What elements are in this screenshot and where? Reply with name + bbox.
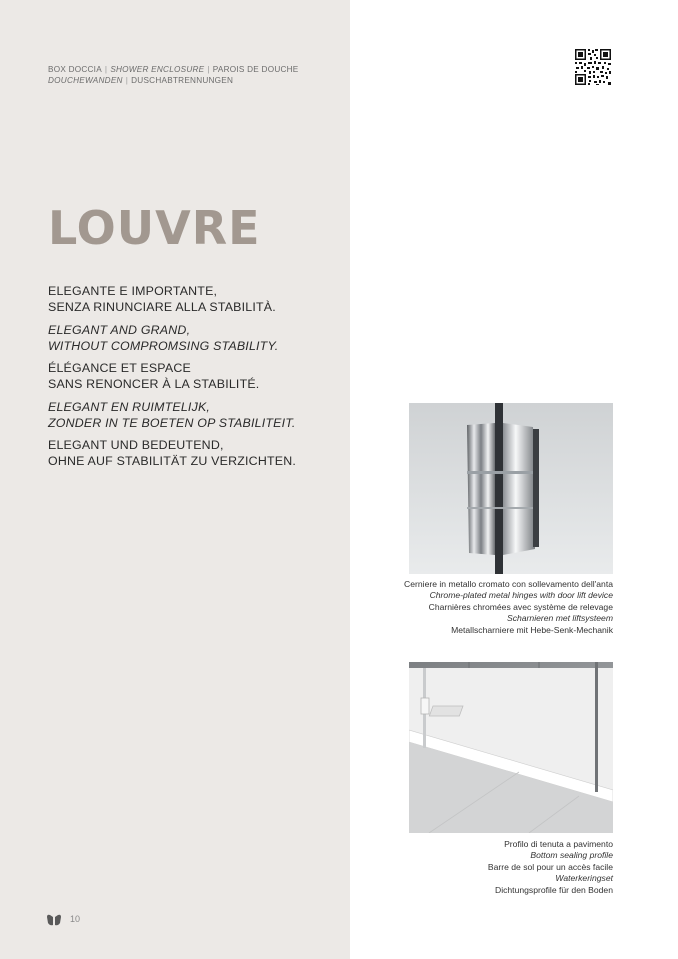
tagline-line: ÉLÉGANCE ET ESPACE: [48, 361, 191, 375]
breadcrumb-separator: |: [207, 65, 210, 74]
page-title: LOUVRE: [48, 201, 261, 255]
caption-line: Bottom sealing profile: [530, 850, 613, 861]
caption-line: Chrome-plated metal hinges with door lift device: [429, 590, 613, 601]
caption-line: Waterkeringset: [555, 873, 613, 884]
tagline-line: OHNE AUF STABILITÄT ZU VERZICHTEN.: [48, 454, 296, 468]
tagline-german: [48, 437, 348, 469]
page-number: 10: [70, 914, 81, 924]
tagline-french: [48, 360, 348, 392]
breadcrumb-item: DOUCHEWANDEN: [48, 76, 123, 85]
seal-photo: [409, 662, 613, 833]
caption-line: Barre de sol pour un accès facile: [487, 861, 613, 872]
breadcrumb-line-2: [48, 75, 299, 86]
caption-line: Cerniere in metallo cromato con sollevamento dell'anta: [404, 579, 613, 589]
caption-line: Charnières chromées avec système de relevage: [428, 601, 613, 612]
breadcrumb-item: DUSCHABTRENNUNGEN: [131, 76, 234, 85]
tagline-italian: [48, 283, 348, 315]
breadcrumb-item: PAROIS DE DOUCHE: [212, 65, 299, 74]
tagline-line: ELEGANT EN RUIMTELIJK,: [48, 400, 211, 414]
tagline-english: [48, 322, 348, 354]
breadcrumb-separator: |: [125, 76, 129, 85]
seal-caption: [380, 839, 613, 896]
caption-line: Scharnieren met liftsysteem: [506, 613, 613, 624]
breadcrumb-item: SHOWER ENCLOSURE: [110, 65, 205, 74]
qr-code-icon[interactable]: [574, 48, 612, 86]
tagline-line: SANS RENONCER À LA STABILITÉ.: [48, 377, 260, 391]
tagline-line: WITHOUT COMPROMSING STABILITY.: [48, 339, 279, 353]
tagline-line: ELEGANT AND GRAND,: [48, 323, 191, 337]
breadcrumb-separator: |: [104, 65, 108, 74]
tagline-line: ZONDER IN TE BOETEN OP STABILITEIT.: [48, 416, 296, 430]
hinge-photo: [409, 403, 613, 574]
breadcrumb: [48, 64, 299, 86]
breadcrumb-item: BOX DOCCIA: [48, 65, 102, 74]
tagline-line: ELEGANTE E IMPORTANTE,: [48, 284, 218, 298]
tagline-dutch: [48, 399, 348, 431]
caption-line: Dichtungsprofile für den Boden: [494, 884, 613, 895]
caption-line: Profilo di tenuta a pavimento: [504, 839, 613, 849]
hinge-caption: [380, 579, 613, 636]
brand-logo-icon: [47, 913, 61, 925]
caption-line: Metallscharniere mit Hebe-Senk-Mechanik: [451, 624, 613, 635]
breadcrumb-line-1: [48, 64, 299, 75]
tagline-line: SENZA RINUNCIARE ALLA STABILITÀ.: [48, 300, 276, 314]
tagline-line: ELEGANT UND BEDEUTEND,: [48, 438, 224, 452]
